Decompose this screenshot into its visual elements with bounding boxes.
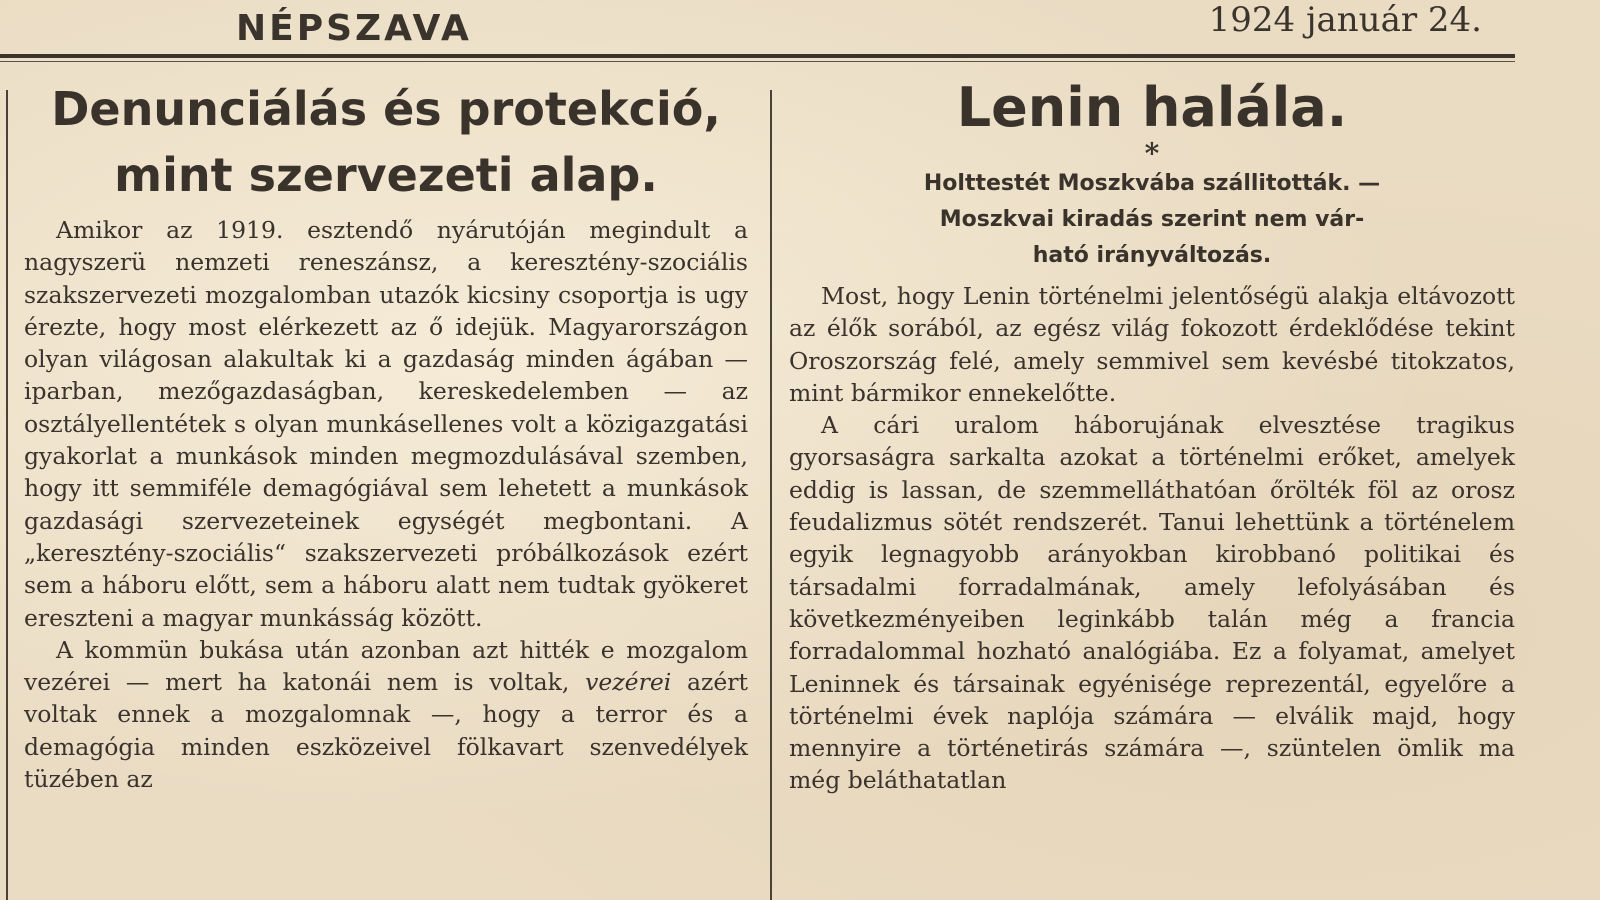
column-divider-middle (770, 90, 772, 900)
subheading-line3: ható irányváltozás. (1032, 243, 1272, 268)
left-paragraph-2-italic: vezérei (585, 668, 672, 697)
left-paragraph-2-start: A kommün bukása után azonban azt hitték e mozgalom vezérei — mert ha katonái nem is voltak, (24, 635, 748, 697)
subheading-line1: Holttestét Moszkvába szállitották. — (923, 171, 1381, 196)
right-article-paragraph-1: Most, hogy Lenin történelmi jelentőségü alakja eltávozott az élők sorából, az egész világ fokozott érdeklődése tekint Oroszország felé, amely semmivel sem kevésbé titokzatos, mint bármikor ennekelőtte. (789, 282, 1515, 407)
masthead-rule-thin (0, 61, 1515, 62)
subheading-line2: Moszkvai kiradás szerint nem vár- (939, 207, 1365, 232)
left-paragraph-2-end: azért voltak ennek a mozgalomnak —, hogy a terror és a demagógia minden eszközeivel fölkavart szenvedélyek tüzében az (24, 668, 748, 794)
right-article-headline: Lenin halála. (956, 76, 1348, 139)
right-article-paragraph-2: A cári uralom háborujának elvesztése tragikus gyorsaságra sarkalta azokat a történelmi erőket, amelyek eddig is lassan, de szemmelláthatóan őrölték föl az orosz feudalizmus sötét rendszerét. Tanui lehettünk a történelem egyik legnagyobb arányokban kirobbanó politikai és társadalmi forradalmának, amely lefolyásában és következményeiben leginkább talán még a francia forradalommal hozható analógiába. Ez a folyamat, amelyet Leninnek és társainak egyénisége reprezentál, egyelőre a történelmi évek naplója számára — elválik majd, hogy mennyire a történetirás számára —, szüntelen ömlik ma még beláthatatlan (789, 411, 1515, 795)
left-article (24, 76, 748, 795)
left-headline-line1: Denunciálás és protekció, (51, 82, 721, 136)
masthead-title: NÉPSZAVA (236, 8, 472, 49)
masthead-rule (0, 54, 1515, 58)
left-article-paragraph-1: Amikor az 1919. esztendő nyárutóján megindult a nagyszerü nemzeti reneszánsz, a keresztény-szociális szakszervezeti mozgalomban utazók kicsiny csoportja is ugy érezte, hogy most elérkezett az ő idejük. Magyarországon olyan világosan alakultak ki a gazdaság minden ágában — iparban, mezőgazdaságban, kereskedelemben — az osztályellentétek s olyan munkásellenes volt a közigazgatási gyakorlat a munkások minden megmozdulásával szemben, hogy itt semmiféle demagógiával sem lehetett a munkások gazdasági szervezeteinek egységét megbontani. A „keresztény-szociális“ szakszervezeti próbálkozások ezért sem a háboru előtt, sem a háboru alatt nem tudtak gyökeret ereszteni a magyar munkásság között. (24, 216, 748, 632)
right-article-subheading (789, 166, 1515, 274)
right-article (789, 72, 1515, 797)
section-star-ornament: * (1144, 137, 1160, 170)
column-divider-left (6, 90, 8, 900)
left-article-paragraph-2 (24, 634, 748, 795)
masthead-date: 1924 január 24. (1208, 0, 1482, 40)
left-headline-line2: mint szervezeti alap. (114, 148, 658, 202)
left-article-headline (24, 76, 748, 208)
